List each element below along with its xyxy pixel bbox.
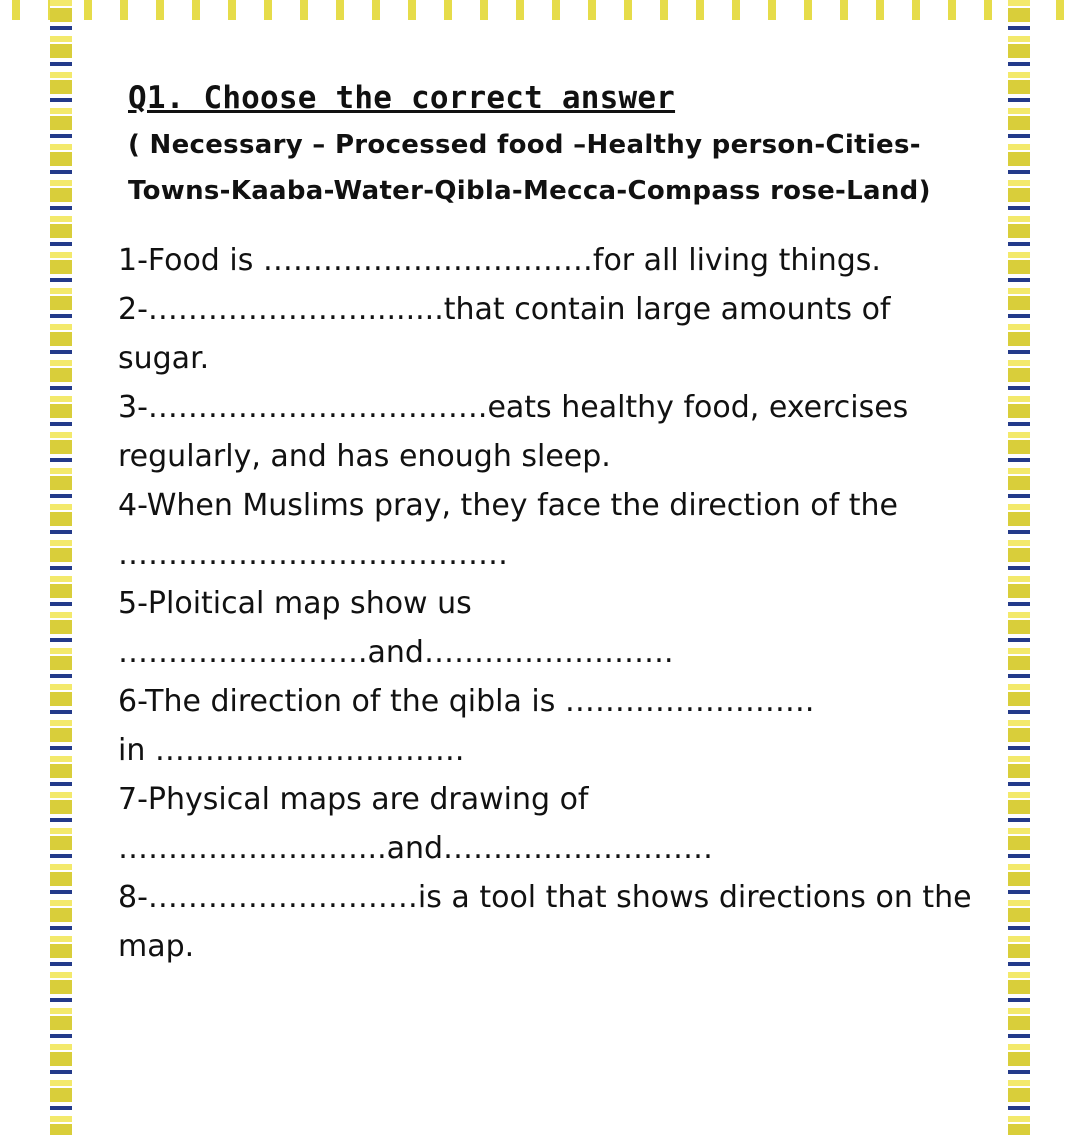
decorative-border-left bbox=[50, 0, 72, 1135]
question-8: 8-………………………is a tool that shows directions on the map. bbox=[118, 880, 972, 964]
question-list bbox=[118, 236, 998, 971]
word-bank bbox=[128, 122, 998, 214]
question-4: 4-When Muslims pray, they face the direction of the ………………………………… bbox=[118, 488, 898, 572]
word-bank-line: Towns-Kaaba-Water-Qibla-Mecca-Compass rose-Land) bbox=[128, 176, 931, 206]
question-2: 2-………………….........that contain large amounts of sugar. bbox=[118, 292, 891, 376]
question-5: 5-Ploitical map show us …………………….and……………………. bbox=[118, 586, 674, 670]
question-6: 6-The direction of the qibla is ……………………. in …………………………. bbox=[118, 684, 815, 768]
question-1: 1-Food is ……………………………for all living things. bbox=[118, 243, 881, 278]
decorative-border-top bbox=[0, 0, 1080, 20]
question-3: 3-…………………………….eats healthy food, exercises regularly, and has enough sleep. bbox=[118, 390, 909, 474]
decorative-border-right bbox=[1008, 0, 1030, 1135]
worksheet bbox=[118, 78, 998, 971]
question-7: 7-Physical maps are drawing of ……………………...and……………………… bbox=[118, 782, 714, 866]
question-heading: Q1. Choose the correct answer bbox=[128, 80, 676, 116]
word-bank-line: ( Necessary – Processed food –Healthy person-Cities- bbox=[128, 130, 921, 160]
